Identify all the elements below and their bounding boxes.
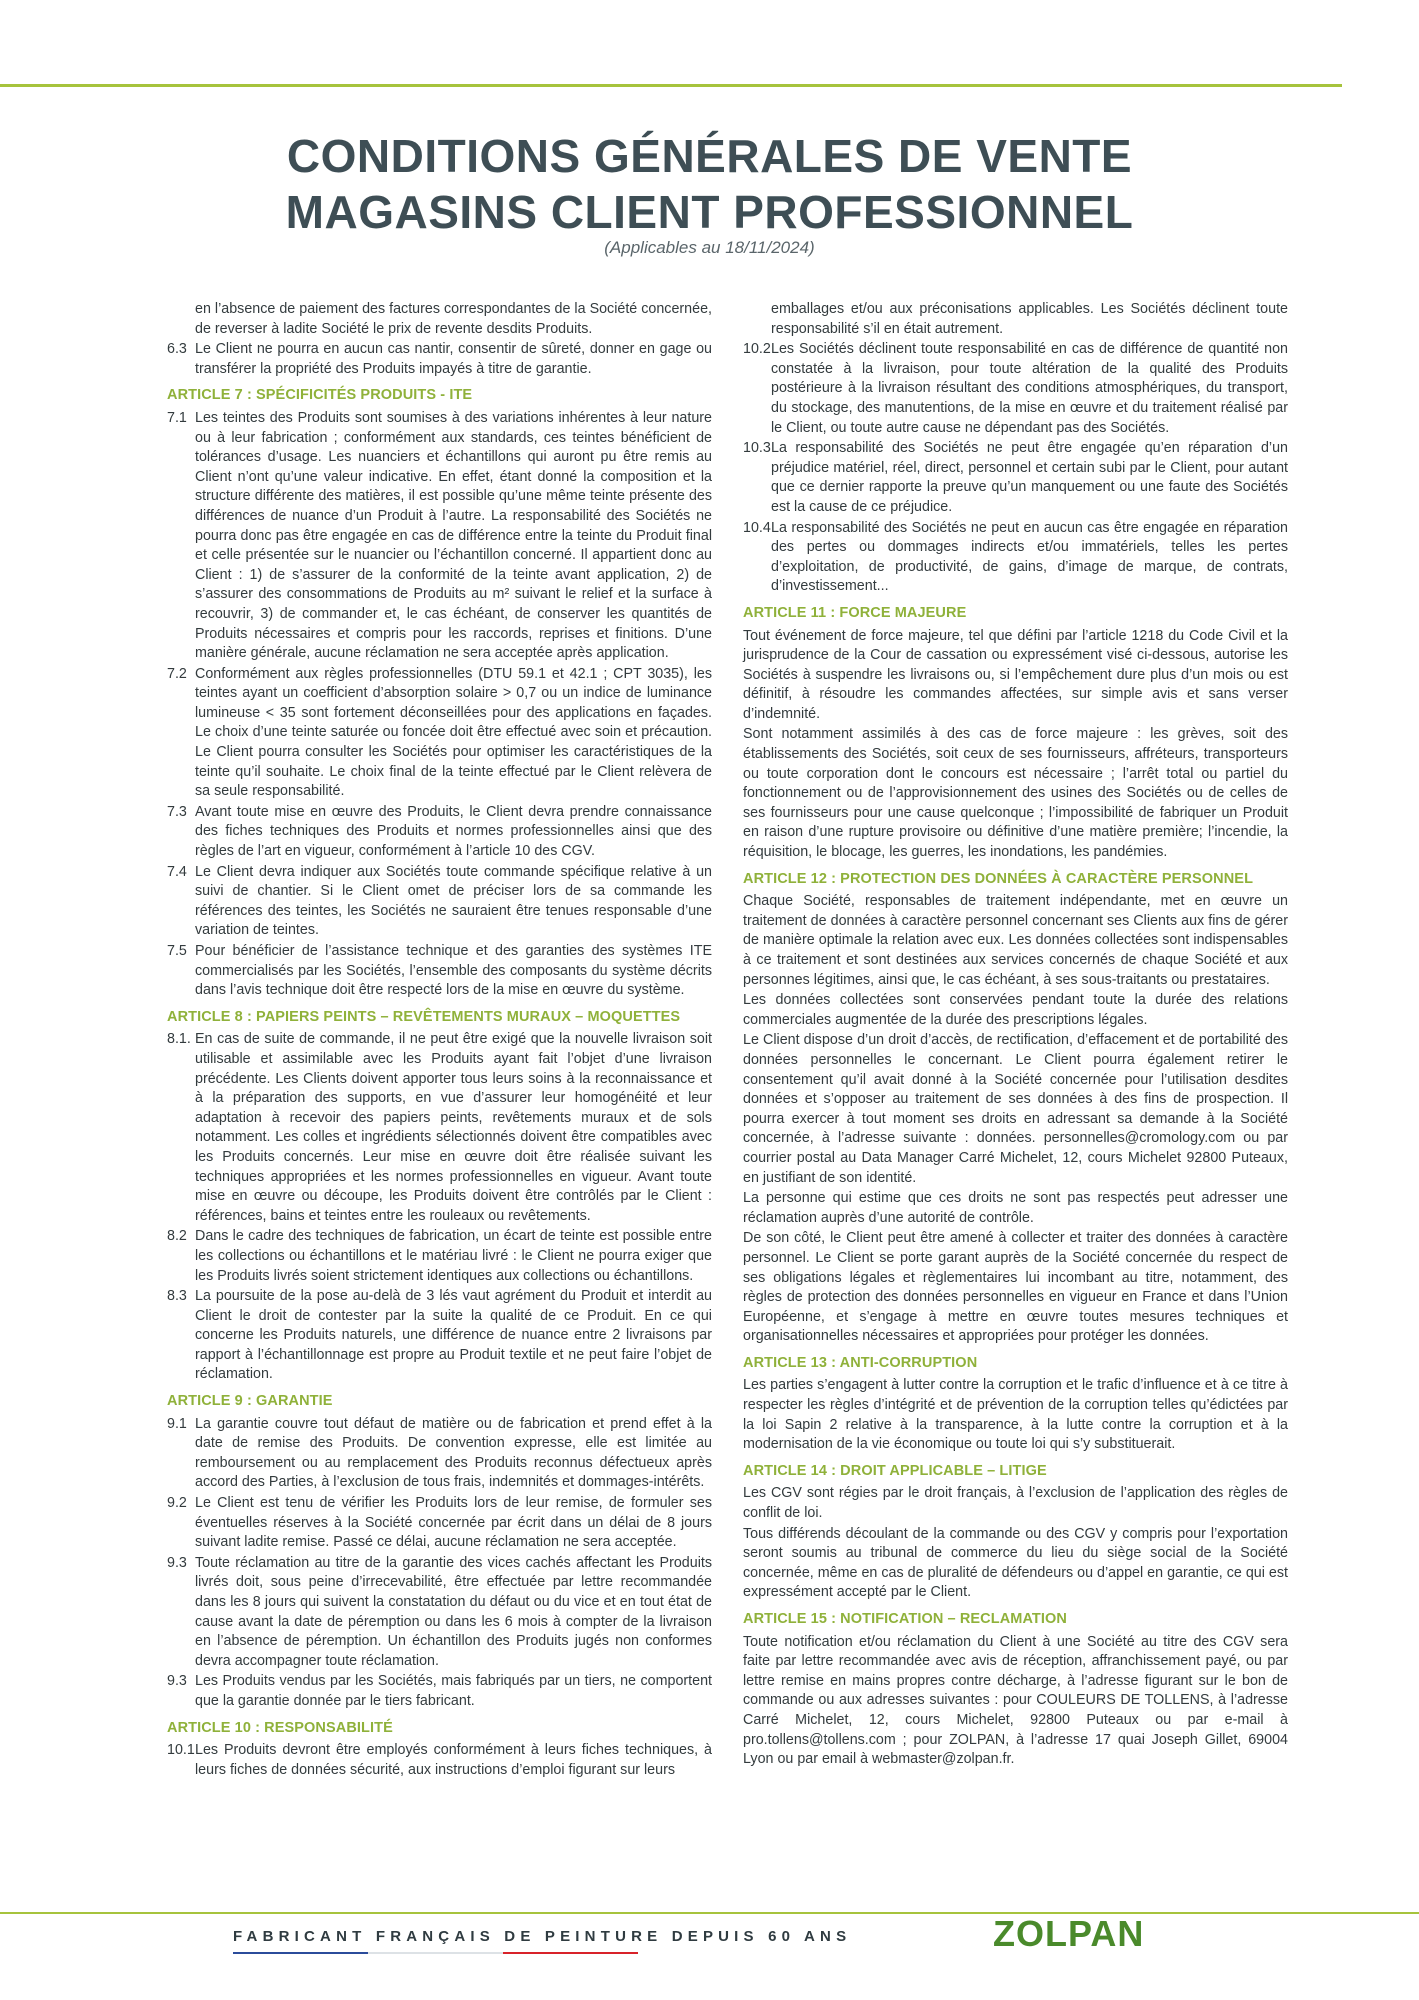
article-15-heading: ARTICLE 15 : NOTIFICATION – RECLAMATION — [743, 1611, 1067, 1627]
footer-tagline: FABRICANT FRANÇAIS DE PEINTURE DEPUIS 60 ANS — [233, 1928, 852, 1945]
clause-7-1: 7.1 Les teintes des Produits sont soumises à des variations inhérentes à leur nature ou à leur fabrication ; conformément aux standards, ces teintes bénéficient de tolérances d’usage. Les nuanciers et échantillons qui auront pu être remis au Client n’ont qu’une valeur indicative. En effet, étant donné la composition et la structure différente des matières, il est possible qu’une même teinte présente des différences de nuance d’un Produit à l’autre. La responsabilité des Sociétés ne pourra donc pas être engagée en cas de différence entre la teinte du Produit final et celle présentée sur le nuancier ou l’échantillon concerné. Il appartient donc au Client : 1) de s’assurer de la conformité de la teinte avant application, 2) de s’assurer des consommations de Produits au m² suivant le relief et la surface à recouvrir, 3) de commander et, le cas échéant, de conserver les quantités de Produits nécessaires et compris pour les raccords, reprises et finitions. D’une manière générale, aucune réclamation ne sera acceptée après application. — [167, 409, 712, 662]
clause-9-1: 9.1 La garantie couvre tout défaut de matière ou de fabrication et prend effet à la date de remise des Produits. De convention expresse, elle est limitée au remboursement ou au remplacement des Produits reconnus défectueux après accord des Parties, à l’exclusion de tous frais, indemnités et dommages-intérêts. — [167, 1415, 712, 1491]
clause-7-2: 7.2 Conformément aux règles professionnelles (DTU 59.1 et 42.1 ; CPT 3035), les teintes ayant un coefficient d’absorption solaire > 0,7 ou un indice de luminance lumineuse < 35 sont fortement déconseillées pour des applications en façades. Le choix d’une teinte saturée ou foncée doit être effectué avec soin et précaution. Le Client pourra consulter les Sociétés pour optimiser les caractéristiques de la teinte qu’il souhaite. Le choix final de la teinte effectué par le Client relèvera de sa seule responsabilité. — [167, 665, 712, 800]
article-12-paragraph: La personne qui estime que ces droits ne sont pas respectés peut adresser une réclamation auprès d’une autorité de contrôle. — [743, 1190, 1288, 1226]
zolpan-logo: ZOLPAN — [993, 1913, 1145, 1954]
continuation-paragraph: en l’absence de paiement des factures correspondantes de la Société concernée, de reverser à ladite Société le prix de revente desdits Produits. — [195, 301, 712, 337]
article-12-paragraph: Les données collectées sont conservées pendant toute la durée des relations commerciales augmentée de la durée des prescriptions légales. — [743, 992, 1288, 1028]
clause-10-3: 10.3 La responsabilité des Sociétés ne peut être engagée qu’en réparation d’un préjudice matériel, réel, direct, personnel et certain subi par le Client, pour autant que ce dernier rapporte la preuve qu’un manquement ou une faute des Sociétés est la cause de ce préjudice. — [743, 440, 1288, 515]
article-14-paragraph: Tous différends découlant de la commande ou des CGV y compris pour l’exportation seront soumis au tribunal de commerce du lieu du siège social de la Société concernée, même en cas de pluralité de défendeurs ou d’appel en garantie, ce qui est expressément accepté par le Client. — [743, 1525, 1288, 1601]
article-13-paragraph: Les parties s’engagent à lutter contre la corruption et le trafic d’influence et à ce titre à respecter les règles d’intégrité et de prévention de la corruption telles qu’édictées par la loi Sapin 2 relative à la transparence, à la lutte contre la corruption et à la modernisation de la vie économique ou toute loi qui s’y substituerait. — [743, 1377, 1288, 1453]
article-11-paragraph: Sont notamment assimilés à des cas de force majeure : les grèves, soit des établissements des Sociétés, soit ceux de ses fournisseurs, affréteurs, transporteurs ou toute corporation dont le concours est nécessaire ; l’arrêt total ou partiel du fonctionnement ou de l’approvisionnement des usines des Sociétés ou de celles de ses fournisseurs pour une cause quelconque ; l’impossibilité de fabriquer un Produit en raison d’une rupture provisoire ou définitive d’une matière première; l’incendie, la réquisition, le blocage, les guerres, les inondations, les pandémies. — [743, 726, 1288, 861]
clause-7-5: 7.5 Pour bénéficier de l’assistance technique et des garanties des systèmes ITE commercialisés par les Sociétés, l’ensemble des composants du système décrits dans l’avis technique doit être respecté lors de la mise en œuvre du système. — [167, 943, 712, 999]
right-column — [743, 300, 1288, 1771]
article-13-heading: ARTICLE 13 : ANTI-CORRUPTION — [743, 1354, 978, 1371]
clause-9-3: 9.3 Toute réclamation au titre de la garantie des vices cachés affectant les Produits livrés doit, sous peine d’irrecevabilité, être effectuée par lettre recommandée dans les 8 jours qui suivent la constatation du défaut ou du vice et en tout état de cause avant la date de péremption ou dans les 6 mois à compter de la livraison en l’absence de péremption. Un échantillon des Produits jugés non conformes devra accompagner toute réclamation. — [167, 1554, 712, 1669]
article-12-heading: ARTICLE 12 : PROTECTION DES DONNÉES À CARACTÈRE PERSONNEL — [743, 870, 1254, 887]
title-line-1: CONDITIONS GÉNÉRALES DE VENTE — [286, 130, 1133, 182]
clause-7-4: 7.4 Le Client devra indiquer aux Sociétés toute commande spécifique relative à un suivi de chantier. Si le Client omet de préciser lors de sa commande les références des teintes, les Sociétés ne sauraient être tenues responsable d’une variation de teintes. — [167, 863, 712, 939]
continuation-paragraph: emballages et/ou aux préconisations applicables. Les Sociétés déclinent toute responsabilité s’il en était autrement. — [771, 301, 1288, 337]
article-10-heading: ARTICLE 10 : RESPONSABILITÉ — [167, 1719, 393, 1736]
clause-10-1: 10.1 Les Produits devront être employés conformément à leurs fiches techniques, à leurs fiches de données sécurité, aux instructions d’emploi figurant sur leurs — [167, 1742, 712, 1778]
article-12-paragraph: Chaque Société, responsables de traitement indépendante, met en œuvre un traitement de données à caractère personnel concernant ses Clients aux fins de gérer de manière optimale la relation avec eux. Les données collectées sont indispensables à ce traitement et sont destinées aux services concernés de chaque Société et aux personnes légitimes, ainsi que, le cas échéant, à ses sous-traitants ou prestataires. — [743, 893, 1288, 988]
article-12-paragraph: Le Client dispose d’un droit d’accès, de rectification, d’effacement et de portabilité des données personnelles le concernant. Le Client pourra également retirer le consentement qu’il avait donné à la Société concernée pour l’utilisation desdites données et s’opposer au traitement de ses données à des fins de prospection. Il pourra exercer à tout moment ses droits en adressant sa demande à la Société concernée, à l’adresse suivante : données. personnelles@cromology.com ou par courrier postal au Data Manager Carré Michelet, 12, cours Michelet 92800 Puteaux, en justifiant de son identité. — [743, 1032, 1288, 1186]
article-14-paragraph: Les CGV sont régies par le droit français, à l’exclusion de l’application des règles de conflit de loi. — [743, 1485, 1288, 1522]
clause-6-3: 6.3 Le Client ne pourra en aucun cas nantir, consentir de sûreté, donner en gage ou transférer la propriété des Produits impayés à titre de garantie. — [167, 341, 712, 377]
title-line-2: MAGASINS CLIENT PROFESSIONNEL — [285, 186, 1134, 238]
clause-8-2: 8.2 Dans le cadre des techniques de fabrication, un écart de teinte est possible entre les collections ou échantillons et le matériau livré : le Client ne pourra exiger que les Produits livrés soient strictement identiques aux collections ou échantillons. — [167, 1228, 712, 1284]
clause-10-2: 10.2 Les Sociétés déclinent toute responsabilité en cas de différence de quantité non constatée à la livraison, pour toute altération de la qualité des Produits postérieure à la livraison résultant des conditions atmosphériques, du transport, du stockage, des manutentions, de la mise en œuvre et du traitement réalisé par le Client, ou toute autre cause ne dépendant pas des Sociétés. — [743, 341, 1288, 436]
bottom-rule — [0, 1912, 1419, 1914]
clause-9-2: 9.2 Le Client est tenu de vérifier les Produits lors de leur remise, de formuler ses éventuelles réserves à la Société concernée par écrit dans un délai de 8 jours suivant ladite remise. Passé ce délai, aucune réclamation ne sera acceptée. — [167, 1495, 712, 1551]
applicability-date: (Applicables au 18/11/2024) — [604, 238, 815, 257]
article-7-heading: ARTICLE 7 : SPÉCIFICITÉS PRODUITS - ITE — [167, 387, 473, 404]
article-11-heading: ARTICLE 11 : FORCE MAJEURE — [743, 604, 967, 621]
article-11-paragraph: Tout événement de force majeure, tel que défini par l’article 1218 du Code Civil et la jurisprudence de la Cour de cassation ou expressément visé ci-dessous, autorise les Sociétés à suspendre les livraisons ou, si l’empêchement dure plus d’un mois ou est définitif, à résoudre les commandes affectées, sur simple avis et sans verser d’indemnité. — [743, 627, 1288, 722]
clause-9-3-bis: 9.3 Les Produits vendus par les Sociétés, mais fabriqués par un tiers, ne comportent que la garantie donnée par le tiers fabricant. — [167, 1673, 712, 1709]
top-rule — [0, 84, 1342, 87]
article-15-paragraph: Toute notification et/ou réclamation du Client à une Société au titre des CGV sera faite par lettre recommandée avec avis de réception, affranchissement payé, ou par lettre remise en mains propres contre décharge, à l’adresse figurant sur le bon de commande ou aux adresses suivantes : pour COULEURS DE TOLLENS, à l’adresse Carré Michelet, 12, cours Michelet, 92800 Puteaux ou par e-mail à pro.tollens@tollens.com ; pour ZOLPAN, à l’adresse 17 quai Joseph Gillet, 69004 Lyon ou par email à webmaster@zolpan.fr. — [743, 1633, 1288, 1768]
clause-8-3: 8.3 La poursuite de la pose au-delà de 3 lés vaut agrément du Produit et interdit au Client le droit de contester par la suite la qualité de ce Produit. En ce qui concerne les Produits naturels, une différence de nuance entre 2 livraisons par rapport à l’échantillonnage est propre au Produit textile et ne peut faire l’objet de réclamation. — [167, 1288, 712, 1383]
clause-7-3: 7.3 Avant toute mise en œuvre des Produits, le Client devra prendre connaissance des fiches techniques des Produits et normes professionnelles ainsi que des règles de l’art en vigueur, conformément à l’article 10 des CGV. — [167, 803, 712, 860]
article-14-heading: ARTICLE 14 : DROIT APPLICABLE – LITIGE — [743, 1462, 1047, 1479]
flag-red-bar — [503, 1952, 638, 1954]
flag-blue-bar — [233, 1952, 368, 1954]
article-9-heading: ARTICLE 9 : GARANTIE — [167, 1393, 333, 1410]
flag-white-bar — [368, 1952, 503, 1954]
clause-10-4: 10.4 La responsabilité des Sociétés ne peut en aucun cas être engagée en réparation des pertes ou dommages indirects et/ou immatériels, telles les pertes d’exploitation, de productivité, de gains, d’image de marque, de contrats, d’investissement... — [743, 519, 1288, 595]
clause-8-1: 8.1. En cas de suite de commande, il ne peut être exigé que la nouvelle livraison soit utilisable et assimilable avec les Produits ayant fait l’objet d’une livraison précédente. Les Clients doivent apporter tous leurs soins à la reconnaissance et à la préparation des supports, en vue d’assurer leur homogénéité et leur adaptation à recevoir des papiers peints, revêtements muraux et de sols notamment. Les colles et ingrédients sélectionnés doivent être compatibles avec les Produits concernés. Leur mise en œuvre doit être réalisée suivant les techniques appropriées et les normes professionnelles en vigueur. Avant toute mise en œuvre ou découpe, les Produits doivent être contrôlés par le Client : références, bains et teintes entre les rouleaux ou revêtements. — [167, 1031, 712, 1224]
article-12-paragraph: De son côté, le Client peut être amené à collecter et traiter des données à caractère personnel. Le Client se porte garant auprès de la Société concernée du respect de ses obligations légales et règlementaires lui incombant au titre, notamment, des règles de protection des données personnelles en vigueur en France et dans l’Union Européenne, et s’engage à mettre en œuvre toutes mesures techniques et organisationnelles nécessaires et appropriées pour protéger les données. — [743, 1230, 1288, 1345]
article-8-heading: ARTICLE 8 : PAPIERS PEINTS – REVÊTEMENTS MURAUX – MOQUETTES — [167, 1008, 681, 1025]
left-column — [167, 300, 712, 1781]
page-title — [0, 128, 1419, 240]
